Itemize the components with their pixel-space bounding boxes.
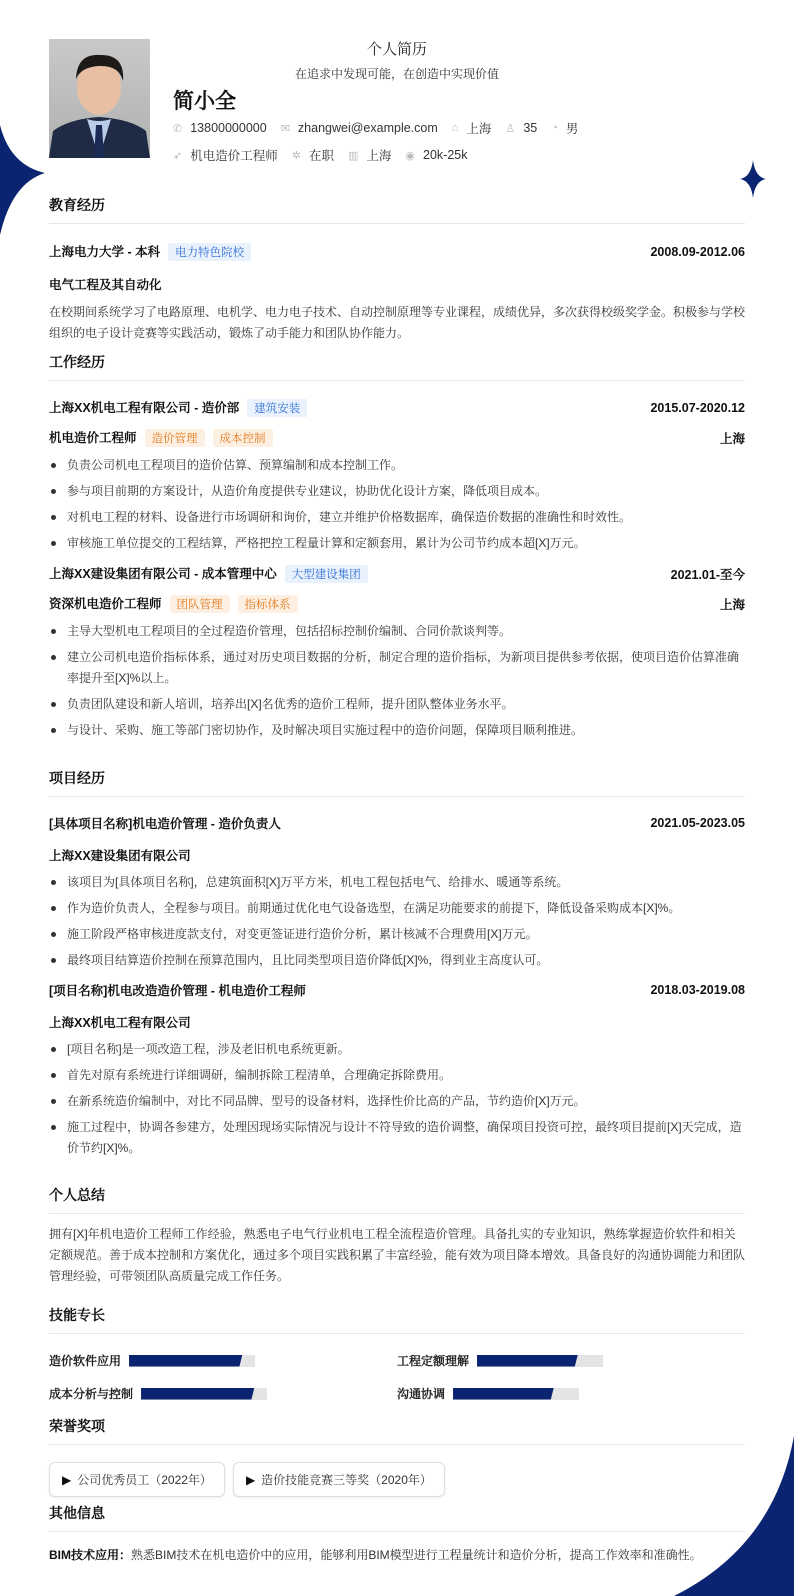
list-item: 在新系统造价编制中，对比不同品牌、型号的设备材料，选择性价比高的产品，节约造价[X]万元。: [49, 1091, 745, 1112]
summary-section: [49, 1185, 745, 1287]
age-icon: ♙: [505, 122, 516, 135]
list-item: 首先对原有系统进行详细调研，编制拆除工程清单，合理确定拆除费用。: [49, 1065, 745, 1086]
skill-name: 沟通协调: [397, 1387, 446, 1401]
date: 2018.03-2019.08: [650, 983, 745, 997]
section-title: 工作经历: [49, 352, 745, 381]
other-text: 熟悉BIM技术在机电造价中的应用，能够利用BIM模型进行工程量统计和造价分析，提高工作效率和准确性。: [131, 1548, 702, 1562]
skill-name: 造价软件应用: [49, 1354, 122, 1368]
tag: 团队管理: [170, 595, 230, 613]
location: 上海: [466, 122, 492, 136]
role: 资深机电造价工程师: [49, 597, 162, 611]
award-item: [49, 1462, 225, 1497]
gender-icon: ◔: [551, 122, 558, 134]
project-entry: [49, 981, 745, 1159]
section-title: 其他信息: [49, 1503, 745, 1532]
building-icon: ▥: [347, 149, 359, 162]
date: 2008.09-2012.06: [650, 244, 745, 259]
section-title: 项目经历: [49, 768, 745, 797]
list-item: 施工阶段严格审核进度款支付，对变更签证进行造价分析，累计核减不合理费用[X]万元。: [49, 924, 745, 945]
email-icon: ✉: [280, 122, 290, 135]
tag: 造价管理: [145, 429, 205, 447]
city: 上海: [366, 149, 392, 163]
award-label: 造价技能竞赛三等奖（2020年）: [261, 1473, 432, 1487]
tag: 大型建设集团: [285, 565, 368, 583]
skill-item: [49, 1352, 397, 1369]
job-intent-row: [173, 146, 481, 164]
major: 电气工程及其自动化: [49, 278, 162, 292]
education-section: [49, 195, 745, 344]
skill-bar: [453, 1388, 579, 1400]
skills-section: [49, 1305, 745, 1402]
phone-icon: ✆: [173, 122, 183, 135]
skill-bar-fill: [141, 1388, 254, 1400]
candidate-name: 简小全: [173, 90, 236, 113]
age: 35: [523, 121, 538, 135]
list-item: 对机电工程的材料、设备进行市场调研和询价，建立并维护价格数据库，确保造价数据的准确性和时效性。: [49, 507, 745, 528]
other-label: BIM技术应用：: [49, 1548, 131, 1562]
triangle-icon: ▶: [245, 1473, 256, 1487]
skill-bar: [477, 1355, 603, 1367]
list-item: 最终项目结算造价控制在预算范围内，且比同类型项目造价降低[X]%，得到业主高度认可。: [49, 950, 745, 971]
gender: 男: [565, 122, 579, 136]
skill-item: [49, 1385, 397, 1402]
city: 上海: [719, 597, 745, 612]
project-section: [49, 768, 745, 1164]
salary: 20k-25k: [423, 148, 468, 162]
list-item: 与设计、采购、施工等部门密切协作，及时解决项目实施过程中的造价问题，保障项目顺利推进。: [49, 720, 745, 741]
date: 2021.01-至今: [670, 567, 745, 582]
section-title: 荣誉奖项: [49, 1416, 745, 1445]
home-icon: ⌂: [451, 122, 459, 134]
job-entry: [49, 398, 745, 554]
send-icon: ➶: [173, 149, 183, 162]
project-entry: [49, 814, 745, 971]
project-name: [具体项目名称]机电造价管理 - 造价负责人: [49, 817, 281, 831]
triangle-icon: ▶: [62, 1473, 72, 1487]
tag: 成本控制: [213, 429, 273, 447]
role: 机电造价工程师: [49, 431, 137, 445]
education-desc: 在校期间系统学习了电路原理、电机学、电力电子技术、自动控制原理等专业课程，成绩优异，多次获得校级奖学金。积极参与学校组织的电子设计竞赛等实践活动，锻炼了动手能力和团队协作能力。: [49, 305, 746, 340]
status-icon: ✲: [291, 149, 301, 162]
status: 在职: [308, 149, 334, 163]
list-item: 该项目为[具体项目名称]，总建筑面积[X]万平方米，机电工程包括电气、给排水、暖通等系统。: [49, 872, 745, 893]
list-item: [项目名称]是一项改造工程，涉及老旧机电系统更新。: [49, 1039, 745, 1060]
skill-bar: [141, 1388, 267, 1400]
motto: 在追求中发现可能，在创造中实现价值: [294, 67, 499, 81]
project-name: [项目名称]机电改造造价管理 - 机电造价工程师: [49, 984, 306, 998]
skill-bar-fill: [477, 1355, 578, 1367]
skill-item: [397, 1352, 745, 1369]
phone: 13800000000: [190, 121, 267, 135]
tag: 电力特色院校: [168, 243, 251, 261]
skill-name: 成本分析与控制: [49, 1387, 134, 1401]
date: 2021.05-2023.05: [650, 816, 745, 830]
list-item: 负责团队建设和新人培训，培养出[X]名优秀的造价工程师，提升团队整体业务水平。: [49, 694, 745, 715]
section-title: 个人总结: [49, 1185, 745, 1214]
list-item: 建立公司机电造价指标体系，通过对历史项目数据的分析，制定合理的造价指标，为新项目提供参考依据，使项目造价估算准确率提升至[X]%以上。: [49, 647, 745, 689]
email: zhangwei@example.com: [297, 121, 438, 135]
summary-text: 拥有[X]年机电造价工程师工作经验，熟悉电子电气行业机电工程全流程造价管理。具备扎实的专业知识，熟练掌握造价软件和相关定额规范。善于成本控制和方案优化，通过多个项目实践积累了丰富经验，能有效为项目降本增效。具备良好的沟通协调能力和团队管理经验，可带领团队高质量完成工作任务。: [49, 1227, 746, 1283]
list-item: 主导大型机电工程项目的全过程造价管理，包括招标控制价编制、合同价款谈判等。: [49, 621, 745, 642]
other-section: [49, 1503, 745, 1566]
list-item: 参与项目前期的方案设计，从造价角度提供专业建议，协助优化设计方案，降低项目成本。: [49, 481, 745, 502]
skill-bar-fill: [453, 1388, 554, 1400]
award-item: [233, 1462, 445, 1497]
company: 上海XX机电工程有限公司 - 造价部: [49, 401, 240, 415]
award-label: 公司优秀员工（2022年）: [77, 1473, 212, 1487]
position: 机电造价工程师: [190, 149, 278, 163]
skill-bar: [129, 1355, 255, 1367]
list-item: 负责公司机电工程项目的造价估算、预算编制和成本控制工作。: [49, 455, 745, 476]
organization: 上海XX机电工程有限公司: [49, 1016, 191, 1030]
skill-bar-fill: [129, 1355, 242, 1367]
skill-item: [397, 1385, 745, 1402]
contact-row: [173, 119, 592, 137]
organization: 上海XX建设集团有限公司: [49, 849, 191, 863]
resume-title: 个人简历: [366, 41, 427, 58]
list-item: 施工过程中，协调各参建方，处理因现场实际情况与设计不符导致的造价调整，确保项目投资可控，最终项目提前[X]天完成，造价节约[X]%。: [49, 1117, 745, 1159]
section-title: 教育经历: [49, 195, 745, 224]
company: 上海XX建设集团有限公司 - 成本管理中心: [49, 567, 277, 581]
list-item: 作为造价负责人，全程参与项目。前期通过优化电气设备选型，在满足功能要求的前提下，降低设备采购成本[X]%。: [49, 898, 745, 919]
city: 上海: [719, 431, 745, 446]
list-item: 审核施工单位提交的工程结算，严格把控工程量计算和定额套用，累计为公司节约成本超[X]万元。: [49, 533, 745, 554]
salary-icon: ◉: [405, 149, 415, 162]
awards-section: [49, 1416, 745, 1497]
star-icon: [740, 160, 766, 198]
section-title: 技能专长: [49, 1305, 745, 1334]
job-entry: [49, 564, 745, 741]
school: 上海电力大学 - 本科: [49, 245, 161, 259]
tag: 指标体系: [238, 595, 298, 613]
date: 2015.07-2020.12: [650, 400, 745, 415]
work-section: [49, 352, 745, 746]
skill-name: 工程定额理解: [397, 1354, 470, 1368]
tag: 建筑安装: [247, 399, 307, 417]
